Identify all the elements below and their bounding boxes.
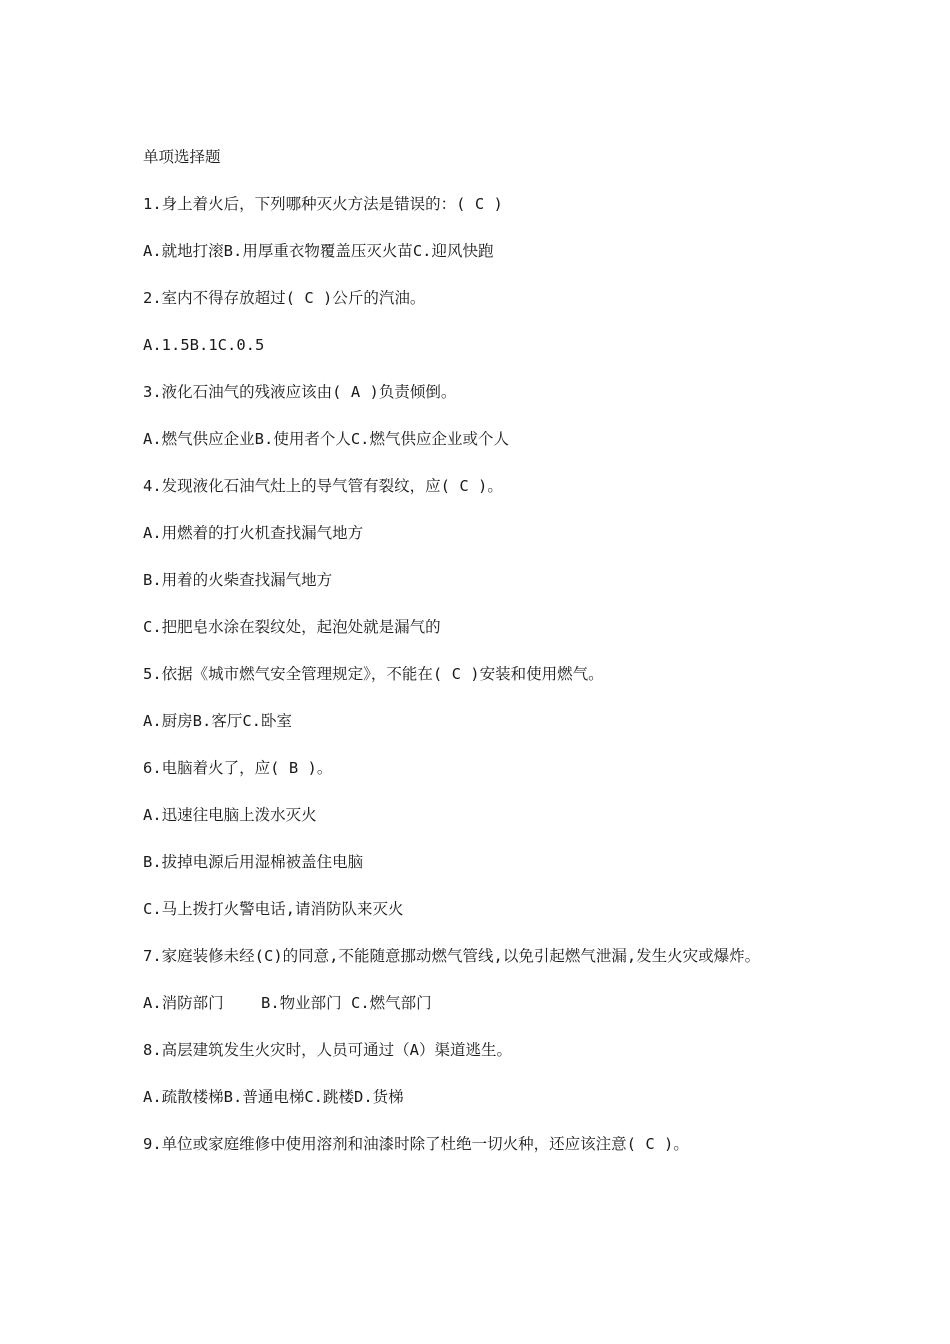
question-5-options: A.厨房B.客厅C.卧室 bbox=[143, 712, 292, 730]
question-4-option-c: C.把肥皂水涂在裂纹处，起泡处就是漏气的 bbox=[143, 618, 441, 636]
question-6-option-b: B.拔掉电源后用湿棉被盖住电脑 bbox=[143, 853, 364, 871]
question-4-option-b: B.用着的火柴查找漏气地方 bbox=[143, 571, 333, 589]
document-page bbox=[143, 146, 823, 1156]
question-4-option-a: A.用燃着的打火机查找漏气地方 bbox=[143, 524, 364, 542]
question-6-option-c: C.马上拨打火警电话,请消防队来灭火 bbox=[143, 900, 404, 918]
question-6-option-a: A.迅速往电脑上泼水灭火 bbox=[143, 806, 317, 824]
question-4: 4.发现液化石油气灶上的导气管有裂纹，应( C )。 bbox=[143, 477, 503, 495]
question-8: 8.高层建筑发生火灾时，人员可通过（A）渠道逃生。 bbox=[143, 1041, 512, 1059]
question-3-options: A.燃气供应企业B.使用者个人C.燃气供应企业或个人 bbox=[143, 430, 509, 448]
question-1-options: A.就地打滚B.用厚重衣物覆盖压灭火苗C.迎风快跑 bbox=[143, 242, 494, 260]
question-2: 2.室内不得存放超过( C )公斤的汽油。 bbox=[143, 289, 426, 307]
question-6: 6.电脑着火了，应( B )。 bbox=[143, 759, 333, 777]
question-2-options: A.1.5B.1C.0.5 bbox=[143, 336, 265, 354]
question-7: 7.家庭装修未经(C)的同意,不能随意挪动燃气管线,以免引起燃气泄漏,发生火灾或爆炸。 bbox=[143, 947, 761, 965]
question-9: 9.单位或家庭维修中使用溶剂和油漆时除了杜绝一切火种，还应该注意( C )。 bbox=[143, 1135, 689, 1153]
question-5: 5.依据《城市燃气安全管理规定》，不能在( C )安装和使用燃气。 bbox=[143, 665, 604, 683]
question-7-options: A.消防部门 B.物业部门 C.燃气部门 bbox=[143, 994, 432, 1012]
question-1: 1.身上着火后，下列哪种灭火方法是错误的：( C ) bbox=[143, 195, 503, 213]
section-title: 单项选择题 bbox=[143, 148, 221, 166]
question-3: 3.液化石油气的残液应该由( A )负责倾倒。 bbox=[143, 383, 457, 401]
question-8-options: A.疏散楼梯B.普通电梯C.跳楼D.货梯 bbox=[143, 1088, 404, 1106]
